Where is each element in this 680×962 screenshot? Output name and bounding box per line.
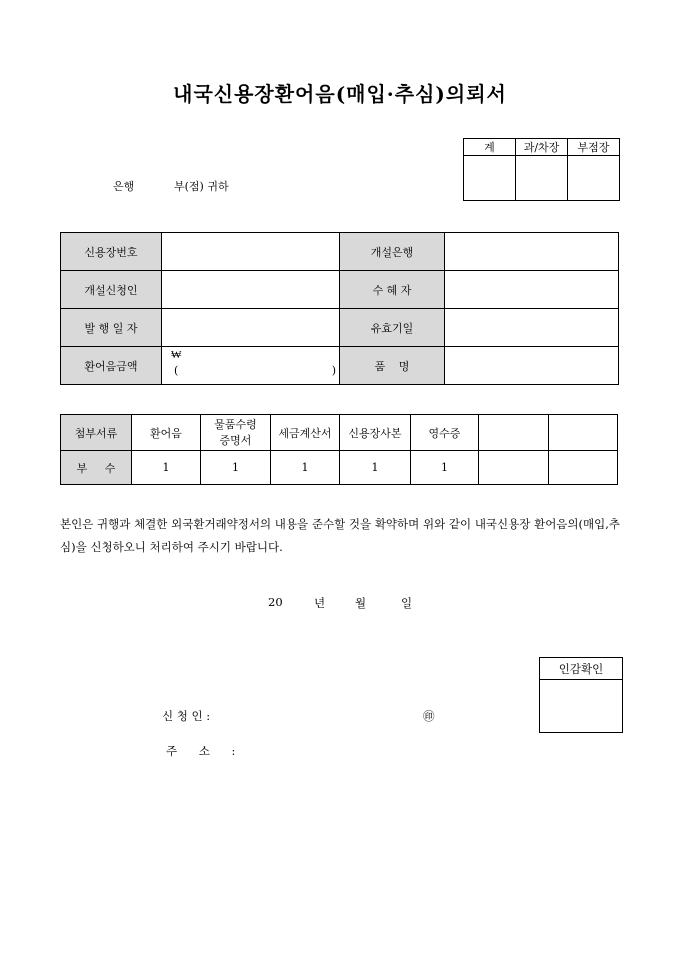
applicant-label: 개설신청인 xyxy=(61,271,162,309)
date-day: 일 xyxy=(401,596,413,610)
attached-docs-label: 첨부서류 xyxy=(61,415,132,451)
doc-receipt-certificate-line2: 증명서 xyxy=(219,433,252,447)
issue-date-label: 발 행 일 자 xyxy=(61,309,162,347)
draft-amount-field[interactable] xyxy=(162,347,340,385)
issuing-bank-label: 개설은행 xyxy=(340,233,445,271)
addressee-bank: 은행 xyxy=(113,180,135,193)
copies-extra-2[interactable] xyxy=(549,451,618,485)
approval-sign-branch-head[interactable] xyxy=(568,156,620,201)
doc-extra-2[interactable] xyxy=(549,415,618,451)
copies-label-text: 부 수 xyxy=(76,461,116,475)
doc-draft: 환어음 xyxy=(132,415,201,451)
currency-symbol: ₩ xyxy=(171,348,182,361)
approval-header-manager: 과/차장 xyxy=(516,139,568,156)
copies-label xyxy=(61,451,132,485)
beneficiary-label: 수 혜 자 xyxy=(340,271,445,309)
address-label: 주 소 : xyxy=(166,744,236,758)
item-name-text: 품 명 xyxy=(374,359,410,373)
approval-box xyxy=(463,138,620,201)
draft-amount-label: 환어음금액 xyxy=(61,347,162,385)
date-year: 년 xyxy=(314,596,326,610)
doc-receipt: 영수증 xyxy=(411,415,479,451)
lc-number-label: 신용장번호 xyxy=(61,233,162,271)
approval-sign-staff[interactable] xyxy=(464,156,516,201)
seal-check-area[interactable] xyxy=(540,680,623,733)
approval-header-branch-head: 부점장 xyxy=(568,139,620,156)
copies-lc-copy[interactable]: 1 xyxy=(340,451,411,485)
issue-date-field[interactable] xyxy=(162,309,340,347)
lc-info-table xyxy=(60,232,619,385)
issuing-bank-field[interactable] xyxy=(445,233,619,271)
seal-check-label: 인감확인 xyxy=(540,658,623,680)
doc-lc-copy: 신용장사본 xyxy=(340,415,411,451)
addressee-branch: 부(점) 귀하 xyxy=(174,180,229,193)
doc-tax-invoice: 세금계산서 xyxy=(271,415,340,451)
copies-receipt[interactable]: 1 xyxy=(411,451,479,485)
date-month: 월 xyxy=(355,596,367,610)
declaration-statement: 본인은 귀행과 체결한 외국환거래약정서의 내용을 준수할 것을 확약하며 위와 같이 내국신용장 환어음의(매입,추심)을 신청하오니 처리하여 주시기 바랍니다. xyxy=(60,517,620,554)
attached-docs-table xyxy=(60,414,618,485)
copies-draft[interactable]: 1 xyxy=(132,451,201,485)
applicant-sign-label: 신 청 인 : xyxy=(162,709,211,723)
seal-mark-icon: ㊞ xyxy=(423,709,435,723)
item-name-label xyxy=(340,347,445,385)
expiry-date-field[interactable] xyxy=(445,309,619,347)
approval-header-staff: 계 xyxy=(464,139,516,156)
doc-extra-1[interactable] xyxy=(479,415,549,451)
copies-receipt-certificate[interactable]: 1 xyxy=(201,451,271,485)
beneficiary-field[interactable] xyxy=(445,271,619,309)
seal-check-box xyxy=(539,657,623,733)
copies-extra-1[interactable] xyxy=(479,451,549,485)
document-title: 내국신용장환어음(매입·추심)의뢰서 xyxy=(173,82,507,106)
doc-receipt-certificate xyxy=(201,415,271,451)
amount-paren-open: ( xyxy=(174,364,179,377)
approval-sign-manager[interactable] xyxy=(516,156,568,201)
doc-receipt-certificate-line1: 물품수령 xyxy=(214,417,257,431)
amount-paren-close: ) xyxy=(331,364,336,377)
copies-tax-invoice[interactable]: 1 xyxy=(271,451,340,485)
item-name-field[interactable] xyxy=(445,347,619,385)
lc-number-field[interactable] xyxy=(162,233,340,271)
expiry-date-label: 유효기일 xyxy=(340,309,445,347)
applicant-field[interactable] xyxy=(162,271,340,309)
date-year-prefix: 20 xyxy=(268,595,283,609)
